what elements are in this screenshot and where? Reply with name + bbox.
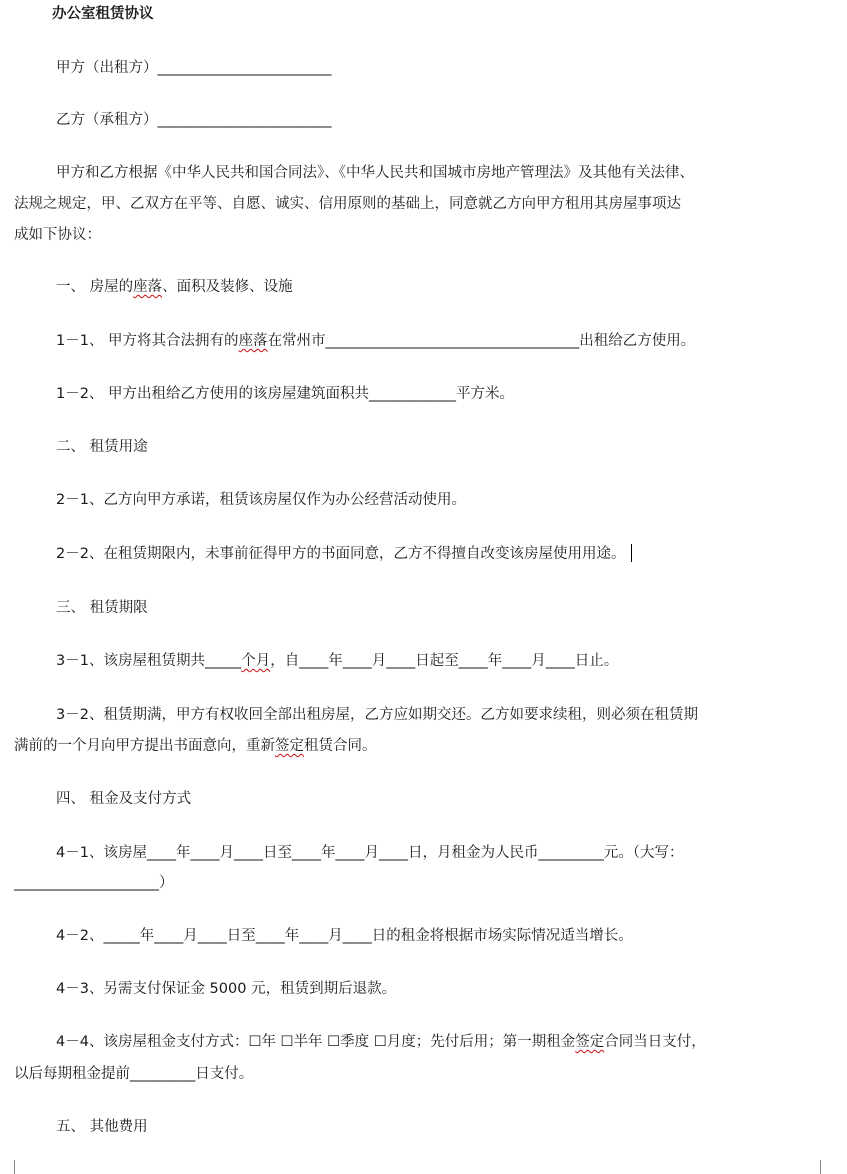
document-title: 办公室租赁协议 bbox=[52, 5, 154, 22]
spellcheck-underlined-word: 个月 bbox=[241, 653, 271, 669]
clause-4-1-line-1: 4－1、该房屋____年____月____日至____年____月____日，月租金为人民币_________元。（大写： bbox=[56, 845, 684, 861]
section-4-heading: 四、 租金及支付方式 bbox=[56, 791, 192, 807]
clause-4-2: 4－2、_____年____月____日至____年____月____日的租金将根据市场实际情况适当增长。 bbox=[56, 928, 633, 944]
clause-3-2-text-end: 租赁合同。 bbox=[304, 738, 377, 754]
intro-paragraph-line-2: 法规之规定，甲、乙双方在平等、自愿、诚实、信用原则的基础上，同意就乙方向甲方租用其房屋事项达 bbox=[14, 196, 681, 212]
spellcheck-underlined-word: 签定 bbox=[575, 1034, 605, 1050]
spellcheck-underlined-word: 座落 bbox=[133, 279, 163, 295]
spellcheck-underlined-word: 签定 bbox=[275, 738, 304, 754]
clause-3-2-line-2 bbox=[14, 736, 377, 756]
clause-3-2-text: 满前的一个月向甲方提出书面意向，重新 bbox=[14, 738, 275, 754]
party-b-line: 乙方（承租方）________________________ bbox=[56, 112, 332, 128]
clause-2-2-text: 2－2、在租赁期限内，未事前征得甲方的书面同意，乙方不得擅自改变该房屋使用用途。 bbox=[56, 546, 626, 562]
clause-1-1-text: 1－1、 甲方将其合法拥有的 bbox=[56, 333, 239, 349]
clause-4-1-line-2: ____________________） bbox=[14, 875, 174, 891]
section-5-heading: 五、 其他费用 bbox=[56, 1119, 148, 1135]
clause-4-4-text-end: 合同当日支付， bbox=[604, 1034, 706, 1050]
section-1-heading-text: 一、 房屋的 bbox=[56, 279, 134, 295]
clause-1-1-text-end: 在常州市___________________________________出租给乙方使用。 bbox=[267, 333, 696, 349]
clause-4-4-line-1 bbox=[56, 1032, 706, 1052]
section-1-heading-text-end: 、面积及装修、设施 bbox=[162, 279, 293, 295]
clause-1-2: 1－2、 甲方出租给乙方使用的该房屋建筑面积共____________平方米。 bbox=[56, 386, 515, 402]
clause-3-1-text-end: ，自____年____月____日起至____年____月____日止。 bbox=[270, 653, 619, 669]
clause-3-2-line-1: 3－2、租赁期满，甲方有权收回全部出租房屋，乙方应如期交还。乙方如要求续租，则必须在租赁期 bbox=[56, 707, 698, 723]
clause-4-3: 4－3、另需支付保证金 5000 元，租赁到期后退款。 bbox=[56, 981, 397, 997]
clause-2-2 bbox=[56, 544, 632, 564]
section-2-heading: 二、 租赁用途 bbox=[56, 439, 148, 455]
clause-2-1: 2－1、乙方向甲方承诺，租赁该房屋仅作为办公经营活动使用。 bbox=[56, 492, 466, 508]
clause-3-1 bbox=[56, 651, 618, 671]
clause-3-1-text: 3－1、该房屋租赁期共_____ bbox=[56, 653, 242, 669]
page-corner-mark-right bbox=[820, 1160, 835, 1174]
page-corner-mark-left bbox=[0, 1160, 15, 1174]
party-a-line: 甲方（出租方）________________________ bbox=[56, 60, 332, 76]
intro-paragraph-line-1: 甲方和乙方根据《中华人民共和国合同法》、《中华人民共和国城市房地产管理法》及其他有关法律、 bbox=[56, 165, 694, 181]
clause-1-1 bbox=[56, 331, 695, 351]
clause-4-4-text: 4－4、该房屋租金支付方式：☐年 ☐半年 ☐季度 ☐月度；先付后用；第一期租金 bbox=[56, 1034, 576, 1050]
clause-4-4-line-2: 以后每期租金提前_________日支付。 bbox=[14, 1066, 254, 1082]
spellcheck-underlined-word: 座落 bbox=[238, 333, 268, 349]
intro-paragraph-line-3: 成如下协议： bbox=[14, 227, 101, 243]
section-3-heading: 三、 租赁期限 bbox=[56, 600, 148, 616]
text-cursor bbox=[631, 544, 632, 562]
section-1-heading bbox=[56, 277, 293, 297]
